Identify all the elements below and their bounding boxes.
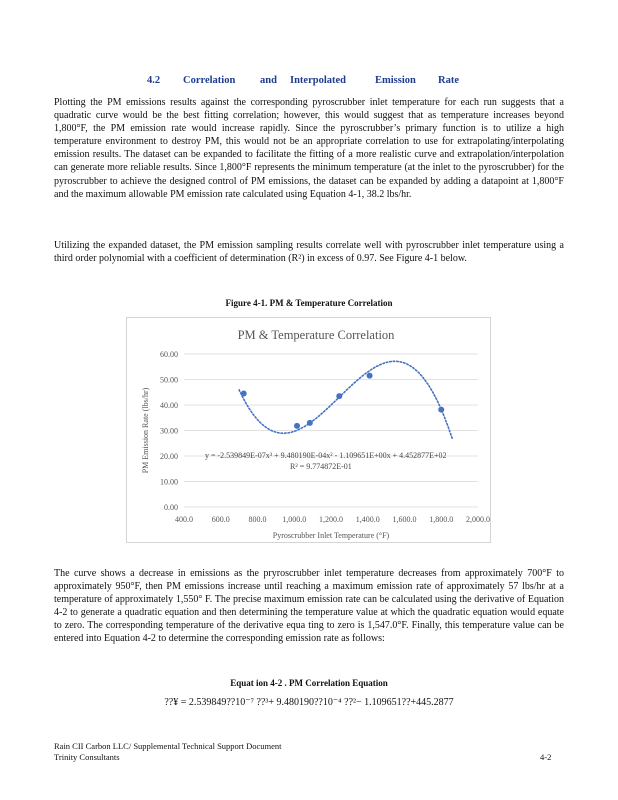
figure-caption: Figure 4-1. PM & Temperature Correlation <box>225 298 393 308</box>
section-heading-word: Rate <box>438 75 459 86</box>
data-point <box>336 393 342 399</box>
x-tick-label: 400.0 <box>175 515 193 524</box>
x-tick-label: 1,200.0 <box>319 515 343 524</box>
y-axis-label: PM Emission Rate (lbs/hr) <box>141 387 150 474</box>
x-tick-label: 1,600.0 <box>392 515 417 524</box>
y-tick-label: 10.00 <box>160 477 178 487</box>
data-point <box>438 407 444 413</box>
paragraph-curve: The curve shows a decrease in emissions as the pryroscrubber inlet temperature decreases from approximately 700°F to approximately 950°F, then PM emissions increase until reaching a maximum emission rate of approximately 57 lbs/hr at a temperature of approximately 1,550° F. The precise maximum emission rate can be calculated using the derivative of Equation 4-2 to generate a quadratic equation and then determining the temperature value at which the quadratic equation would equate to zero. The corresponding temperature of the derivative equa ting to zero is 1,547.0°F. Finally, this temperature value can be entered into Equation 4-2 to determine the corresponding emission rate as follows: <box>54 568 564 645</box>
equation-4-2: ??¥ = 2.539849??10⁻⁷ ??³+ 9.480190??10⁻⁴ ??²− 1.109651??+445.2877 <box>164 697 454 708</box>
data-point <box>294 423 300 429</box>
footer-company: Rain CII Carbon LLC/ Supplemental Technical Support Document <box>54 741 282 751</box>
data-point <box>307 420 313 426</box>
section-heading-word: Correlation <box>183 75 236 86</box>
x-tick-label: 800.0 <box>248 515 267 524</box>
trendline <box>239 361 452 439</box>
x-tick-label: 600.0 <box>211 515 230 524</box>
section-heading-word: and <box>260 75 277 86</box>
y-tick-label: 20.00 <box>160 452 178 461</box>
chart-title: PM & Temperature Correlation <box>237 328 395 342</box>
section-heading-word: Interpolated <box>290 75 346 86</box>
y-tick-label: 50.00 <box>160 375 178 385</box>
y-tick-label: 60.00 <box>160 350 178 359</box>
y-tick-label: 0.00 <box>164 503 178 512</box>
paragraph-plotting: Plotting the PM emissions results against the corresponding pyroscrubber inlet temperature for each run suggests that a quadratic curve would be the best fitting correlation; however, this would suggest that as temperature increases beyond 1,800°F, the PM emission rate would increase rapidly. Since the pyroscrubber’s primary function is to utilize a high temperature environment to destroy PM, this would not be an appropriate correlation to use for extrapolating/interpolating emission results. The dataset can be expanded to facilitate the fitting of a more realistic curve and extrapolation/interpolation can generate more reliable results. Since 1,800°F represents the minimum temperature (at the inlet to the pyroscrubber) for the pyroscrubber to achieve the designed control of PM emissions, the dataset can be expanded by adding a datapoint at 1,800°F and the maximum allowable PM emission rate calculated using Equation 4-1, 38.2 lbs/hr. <box>54 97 564 200</box>
section-number: 4.2 <box>147 75 161 86</box>
x-tick-label: 1,000.0 <box>282 515 307 524</box>
section-heading-word: Emission <box>375 75 416 86</box>
pm-temperature-chart <box>126 317 491 543</box>
x-axis-label: Pyroscrubber Inlet Temperature (°F) <box>272 531 390 540</box>
trendline-r-squared: R² = 9.774872E-01 <box>290 462 352 471</box>
y-tick-label: 30.00 <box>160 426 178 436</box>
x-tick-label: 1,800.0 <box>429 515 454 524</box>
section-heading <box>0 75 618 91</box>
trendline-equation: y = -2.539849E-07x³ + 9.480190E-04x² - 1.109651E+00x + 4.452877E+02 <box>205 451 447 460</box>
data-point <box>241 391 247 397</box>
x-tick-label: 2,000.0 <box>466 515 490 524</box>
paragraph-utilizing: Utilizing the expanded dataset, the PM emission sampling results correlate well with pyroscrubber inlet temperature using a third order polynomial with a coefficient of determination (R²) in excess of 0.97. See Figure 4-1 below. <box>54 240 564 265</box>
equation-caption: Equat ion 4-2 . PM Correlation Equation <box>230 678 388 688</box>
footer-consultant: Trinity Consultants <box>54 752 120 762</box>
y-tick-label: 40.00 <box>160 401 178 410</box>
chart-svg <box>127 318 490 542</box>
page-footer <box>54 741 282 763</box>
x-tick-label: 1,400.0 <box>355 515 380 524</box>
data-point <box>367 373 373 379</box>
page-number: 4-2 <box>540 752 552 762</box>
